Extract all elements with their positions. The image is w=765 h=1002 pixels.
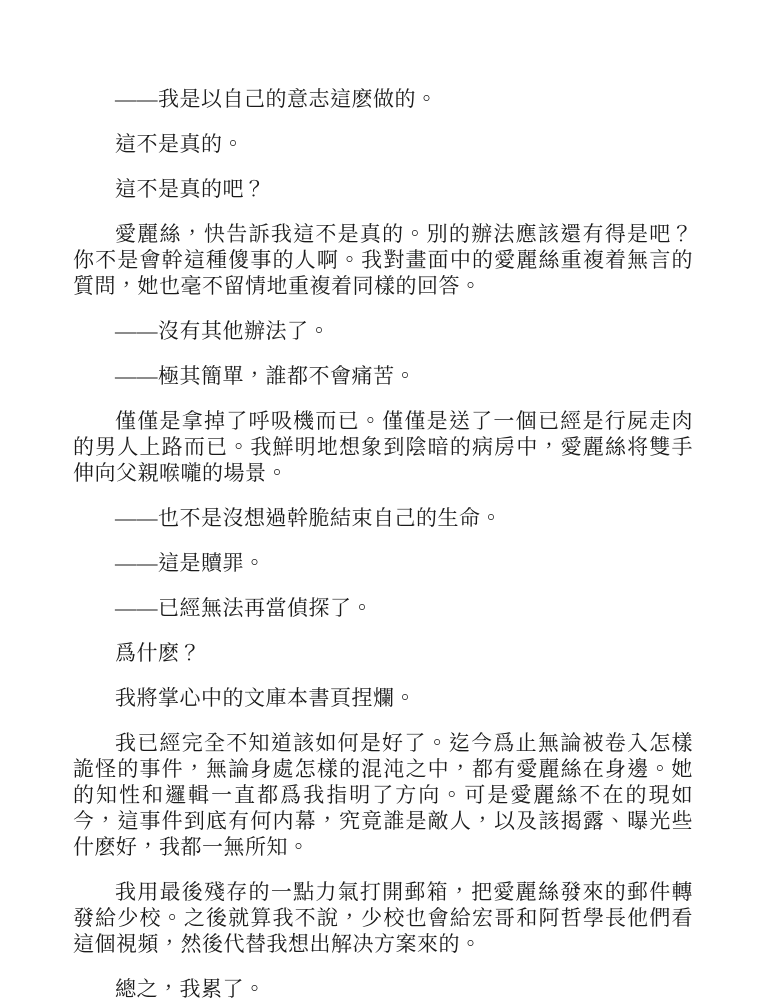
- paragraph-dialogue: ——沒有其他辦法了。: [115, 319, 330, 343]
- paragraph-dialogue: ——我是以自己的意志這麽做的。: [115, 87, 438, 111]
- paragraph: 我用最後殘存的一點力氣打開郵箱，把愛麗絲發來的郵件轉發給少校。之後就算我不說，少校也會給宏哥和阿哲學長他們看這個視頻，然後代替我想出解决方案來的。: [73, 880, 693, 956]
- paragraph: 僅僅是拿掉了呼吸機而已。僅僅是送了一個已經是行屍走肉的男人上路而已。我鮮明地想象到陰暗的病房中，愛麗絲将雙手伸向父親喉嚨的場景。: [73, 409, 693, 485]
- paragraph-dialogue: ——極其簡單，誰都不會痛苦。: [115, 364, 416, 388]
- paragraph: 我已經完全不知道該如何是好了。迄今爲止無論被卷入怎樣詭怪的事件，無論身處怎樣的混沌之中，都有愛麗絲在身邊。她的知性和邏輯一直都爲我指明了方向。可是愛麗絲不在的現如今，這事件到底有何内幕，究竟誰是敵人，以及該揭露、曝光些什麽好，我都一無所知。: [73, 731, 693, 859]
- paragraph-dialogue: ——也不是沒想過幹脆結束自己的生命。: [115, 506, 502, 530]
- paragraph: 這不是真的。: [115, 132, 244, 156]
- paragraph: 這不是真的吧？: [115, 177, 266, 201]
- paragraph: 爲什麽？: [115, 641, 201, 665]
- text-block: [73, 86, 693, 1002]
- paragraph: 我將掌心中的文庫本書頁捏爛。: [115, 686, 416, 710]
- paragraph-dialogue: ——已經無法再當偵探了。: [115, 596, 373, 620]
- paragraph: 總之，我累了。: [115, 977, 266, 1001]
- paragraph-dialogue: ——這是贖罪。: [115, 551, 266, 575]
- paragraph: 愛麗絲，快告訴我這不是真的。別的辦法應該還有得是吧？你不是會幹這種傻事的人啊。我對畫面中的愛麗絲重複着無言的質問，她也毫不留情地重複着同樣的回答。: [73, 222, 693, 298]
